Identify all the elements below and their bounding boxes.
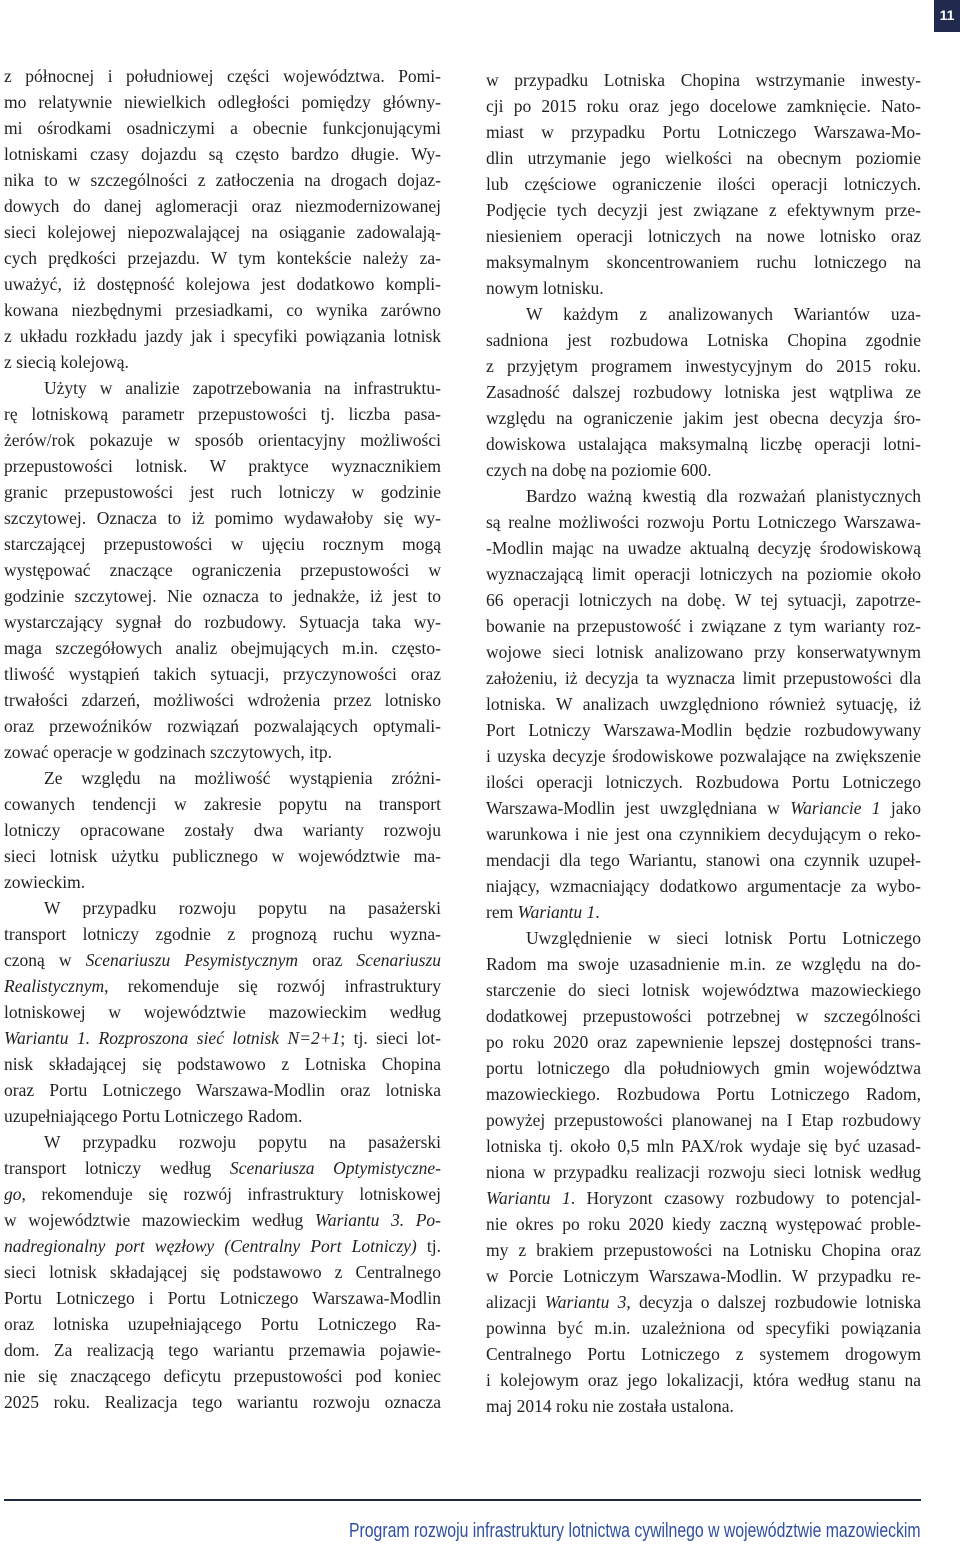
emphasis: Scenariuszu Pesymistycznym <box>85 950 299 970</box>
text-line: czych na dobę na poziomie 600. <box>486 460 712 480</box>
text-line: dom. Za realizacją tego wariantu przemawia pojawie- <box>4 1340 441 1360</box>
text-line: Bardzo ważną kwestią dla rozważań planistycznych <box>526 486 921 506</box>
text-line: bowanie na przepustowość i związane z tym warianty roz- <box>486 616 921 636</box>
text-line: cowanych tendencji w zakresie popytu na transport <box>4 794 441 814</box>
text-line: Port Lotniczy Warszawa-Modlin będzie rozbudowywany <box>486 720 921 740</box>
text-line: portu lotniczego dla południowych gmin województwa <box>486 1058 921 1078</box>
text-line: Radom ma swoje uzasadnienie m.in. ze względu na do- <box>486 954 921 974</box>
text-line: W każdym z analizowanych Wariantów uza- <box>526 304 921 324</box>
text-line: nie okres po roku 2020 kiedy zaczną występować proble- <box>486 1214 921 1234</box>
text-line: 66 operacji lotniczych na dobę. W tej sytuacji, zapotrze- <box>486 590 921 610</box>
text-run: jako <box>880 798 921 818</box>
text-line: my z brakiem przepustowości na Lotnisku Chopina oraz <box>486 1240 921 1260</box>
text-line: i kolejowym oraz jego lokalizacji, która według stanu na <box>486 1370 921 1390</box>
text-line: szczytowej. Oznacza to iż pomimo wydawałoby się wy- <box>4 508 441 528</box>
paragraph <box>4 63 441 375</box>
text-line: i uzyska decyzje środowiskowe pozwalające na zwiększenie <box>486 746 921 766</box>
text-line: niona w przypadku realizacji rozwoju sieci lotnisk według <box>486 1162 921 1182</box>
text-line: wojowe sieci lotnisk analizowano przy konserwatywnym <box>486 642 921 662</box>
text-line <box>4 1233 441 1259</box>
text-line: maj 2014 roku nie została ustalona. <box>486 1396 734 1416</box>
paragraph <box>4 895 441 1129</box>
page-number-tab <box>934 0 960 32</box>
text-line: niesieniem operacji lotniczych na nowe lotnisko oraz <box>486 226 921 246</box>
text-line: Centralnego Portu Lotniczego z systemem drogowym <box>486 1344 921 1364</box>
footer-rule <box>4 1499 921 1501</box>
text-line: sieci lotnisk składającej się podstawowo z Centralnego <box>4 1262 441 1282</box>
text-line: w przypadku Lotniska Chopina wstrzymanie inwesty- <box>486 70 921 90</box>
paragraph <box>486 483 921 925</box>
emphasis: Wariantu 3 <box>544 1292 627 1312</box>
left-column <box>4 63 441 1415</box>
text-line: nie się znaczącego deficytu przepustowości pod koniec <box>4 1366 441 1386</box>
text-line: z północnej i południowej części województwa. Pomi- <box>4 66 441 86</box>
emphasis: Wariantu 3. Po- <box>314 1210 441 1230</box>
text-line: sadniona jest rozbudowa Lotniska Chopina zgodnie <box>486 330 921 350</box>
text-line: lotniskowej w województwie mazowieckim według <box>4 1002 441 1022</box>
text-run: . <box>595 902 600 922</box>
text-line: zowieckim. <box>4 872 86 892</box>
text-line <box>486 1185 921 1211</box>
text-line: dowiskowa ustalająca maksymalną liczbę operacji lotni- <box>486 434 921 454</box>
text-line: Zasadność dalszej rozbudowy lotniska jest wątpliwa ze <box>486 382 921 402</box>
text-line: W przypadku rozwoju popytu na pasażerski <box>44 898 441 918</box>
text-line: mo relatywnie niewielkich odległości pomiędzy główny- <box>4 92 441 112</box>
text-run: Warszawa-Modlin jest uwzględniana w <box>486 798 791 818</box>
text-run: . Horyzont czasowy rozbudowy to potencjal- <box>570 1188 921 1208</box>
text-line: wyznaczającą limit operacji lotniczych na poziomie około <box>486 564 921 584</box>
text-line: są realne możliwości rozwoju Portu Lotniczego Warszawa- <box>486 512 921 532</box>
text-line: oraz przewoźników rozwiązań pozwalających optymali- <box>4 716 441 736</box>
text-line: Ze względu na możliwość wystąpienia zróżni- <box>44 768 441 788</box>
text-line <box>4 1155 441 1181</box>
emphasis: Realistycznym <box>4 976 105 996</box>
paragraph <box>4 1129 441 1415</box>
emphasis: Scenariusza Optymistyczne- <box>229 1158 441 1178</box>
text-run: ; tj. sieci lot- <box>340 1028 441 1048</box>
text-line: oraz Portu Lotniczego Warszawa-Modlin oraz lotniska <box>4 1080 441 1100</box>
text-line: po roku 2020 oraz zapewnienie lepszej dostępności trans- <box>486 1032 921 1052</box>
text-line: uzupełniającego Portu Lotniczego Radom. <box>4 1106 303 1126</box>
right-column <box>486 67 921 1419</box>
text-line: założeniu, iż decyzja ta wyznacza limit przepustowości dla <box>486 668 921 688</box>
text-line: warunkowa i nie jest ona czynnikiem decydującym o reko- <box>486 824 921 844</box>
text-line <box>486 899 921 925</box>
text-line <box>486 795 921 821</box>
paragraph <box>4 765 441 895</box>
text-line <box>4 973 441 999</box>
footer-title: Program rozwoju infrastruktury lotnictwa cywilnego w województwie mazowieckim <box>349 1520 921 1542</box>
text-run: oraz <box>298 950 357 970</box>
text-line: nika to w szczególności z zatłoczenia na drogach dojaz- <box>4 170 441 190</box>
text-line: dodatkowej przepustowości potrzebnej w szczególności <box>486 1006 921 1026</box>
text-line: cji po 2015 roku oraz jego docelowe zamknięcie. Nato- <box>486 96 921 116</box>
text-line: granic przepustowości jest ruch lotniczy w godzinie <box>4 482 441 502</box>
paragraph <box>486 925 921 1419</box>
text-line: uważyć, iż dostępność kolejowa jest dodatkowo kompli- <box>4 274 441 294</box>
text-line: powyżej przepustowości planowanej na I Etap rozbudowy <box>486 1110 921 1130</box>
text-line: niający, wzmacniający dodatkowo argumentacje za wybo- <box>486 876 921 896</box>
emphasis: Wariancie 1 <box>790 798 881 818</box>
text-line: względu na ograniczenie jakim jest obecna decyzja śro- <box>486 408 921 428</box>
text-run: , rekomenduje się rozwój infrastruktury <box>104 976 441 996</box>
text-line: dowych do danej aglomeracji oraz niezmodernizowanej <box>4 196 441 216</box>
text-line: nisk składającej się podstawowo z Lotniska Chopina <box>4 1054 441 1074</box>
text-line: transport lotniczy zgodnie z prognozą ruchu wyzna- <box>4 924 441 944</box>
page-number: 11 <box>939 7 955 23</box>
text-line: lub częściowe ograniczenie ilości operacji lotniczych. <box>486 174 921 194</box>
text-line: nowym lotnisku. <box>486 278 604 298</box>
text-line: oraz lotniska uzupełniającego Portu Lotniczego Ra- <box>4 1314 441 1334</box>
text-line: z układu rozkładu jazdy jak i specyfiki powiązania lotnisk <box>4 326 441 346</box>
text-line: Uwzględnienie w sieci lotnisk Portu Lotniczego <box>526 928 921 948</box>
text-run: alizacji <box>486 1292 545 1312</box>
text-run: czoną w <box>4 950 86 970</box>
text-line: rę lotniskową parametr przepustowości tj. liczba pasa- <box>4 404 441 424</box>
text-run: transport lotniczy według <box>4 1158 230 1178</box>
paragraph <box>486 301 921 483</box>
text-line: przepustowości lotnisk. W praktyce wyznacznikiem <box>4 456 441 476</box>
text-run: rem <box>486 902 518 922</box>
text-line: trwałości zdarzeń, możliwości wdrożenia przez lotnisko <box>4 690 441 710</box>
paragraph <box>486 67 921 301</box>
paragraph <box>4 375 441 765</box>
text-line: występować znaczące ograniczenia przepustowości w <box>4 560 441 580</box>
text-line: żerów/rok pokazuje w sposób orientacyjny możliwości <box>4 430 441 450</box>
emphasis: Wariantu 1 <box>517 902 596 922</box>
text-line: mazowieckiego. Rozbudowa Portu Lotniczego Radom, <box>486 1084 921 1104</box>
emphasis: Scenariuszu <box>356 950 441 970</box>
text-line: 2025 roku. Realizacja tego wariantu rozwoju oznacza <box>4 1392 441 1412</box>
text-line: lotniczy opracowane zostały dwa warianty rozwoju <box>4 820 441 840</box>
text-line: dlin utrzymanie jego wielkości na obecnym poziomie <box>486 148 921 168</box>
text-line: starczenie do sieci lotnisk województwa mazowieckiego <box>486 980 921 1000</box>
text-line: godzinie szczytowej. Nie oznacza to jednakże, iż jest to <box>4 586 441 606</box>
text-line: sieci kolejowej niepozwalającej na osiąganie zadowalają- <box>4 222 441 242</box>
text-line: Podjęcie tych decyzji jest związane z efektywnym prze- <box>486 200 921 220</box>
text-line: zować operacje w godzinach szczytowych, itp. <box>4 742 332 762</box>
text-line <box>4 947 441 973</box>
text-line: cych prędkości przejazdu. W tym kontekście należy za- <box>4 248 441 268</box>
text-line: miast w przypadku Portu Lotniczego Warszawa-Mo- <box>486 122 921 142</box>
text-line: maksymalnym skoncentrowaniem ruchu lotniczego na <box>486 252 921 272</box>
text-line: starczającej przepustowości w ujęciu rocznym mogą <box>4 534 441 554</box>
emphasis: nadregionalny port węzłowy (Centralny Port Lotniczy) <box>4 1236 417 1256</box>
text-run: tj. <box>416 1236 441 1256</box>
text-line <box>486 1289 921 1315</box>
text-line: z siecią kolejową. <box>4 352 129 372</box>
text-line <box>4 1207 441 1233</box>
text-line: W przypadku rozwoju popytu na pasażerski <box>44 1132 441 1152</box>
text-line: mi ośrodkami osadniczymi a obecnie funkcjonującymi <box>4 118 441 138</box>
text-line <box>4 1181 441 1207</box>
text-run: w województwie mazowieckim według <box>4 1210 315 1230</box>
text-line: tliwość wystąpień takich sytuacji, przyczynowości oraz <box>4 664 441 684</box>
emphasis: go <box>4 1184 22 1204</box>
text-line: w Porcie Lotniczym Warszawa-Modlin. W przypadku re- <box>486 1266 921 1286</box>
text-line: wystarczający sygnał do rozbudowy. Sytuacja taka wy- <box>4 612 441 632</box>
text-line: Portu Lotniczego i Portu Lotniczego Warszawa-Modlin <box>4 1288 441 1308</box>
text-line: mendacji dla tego Wariantu, stanowi ona czynnik uzupeł- <box>486 850 921 870</box>
text-line: powinna być m.in. uzależniona od specyfiki powiązania <box>486 1318 921 1338</box>
text-run: , decyzja o dalszej rozbudowie lotniska <box>626 1292 921 1312</box>
text-line: maga szczegółowych analiz obejmujących m.in. często- <box>4 638 441 658</box>
text-line: lotniska tj. około 0,5 mln PAX/rok wydaje się być uzasad- <box>486 1136 921 1156</box>
text-line: -Modlin mając na uwadze aktualną decyzję środowiskową <box>486 538 921 558</box>
text-line: Użyty w analizie zapotrzebowania na infrastruktu- <box>44 378 441 398</box>
emphasis: Wariantu 1. Rozproszona sieć lotnisk N=2+1 <box>4 1028 341 1048</box>
text-line: sieci lotnisk użytku publicznego w województwie ma- <box>4 846 441 866</box>
text-line: lotniska. W analizach uwzględniono również sytuację, iż <box>486 694 921 714</box>
emphasis: Wariantu 1 <box>486 1188 571 1208</box>
text-line: ilości operacji lotniczych. Rozbudowa Portu Lotniczego <box>486 772 921 792</box>
text-line <box>4 1025 441 1051</box>
text-line: z przyjętym programem inwestycyjnym do 2015 roku. <box>486 356 921 376</box>
text-line: lotniskami czasy dojazdu są często bardzo długie. Wy- <box>4 144 441 164</box>
text-line: kowana niezbędnymi przesiadkami, co wynika zarówno <box>4 300 441 320</box>
text-run: , rekomenduje się rozwój infrastruktury lotniskowej <box>21 1184 441 1204</box>
